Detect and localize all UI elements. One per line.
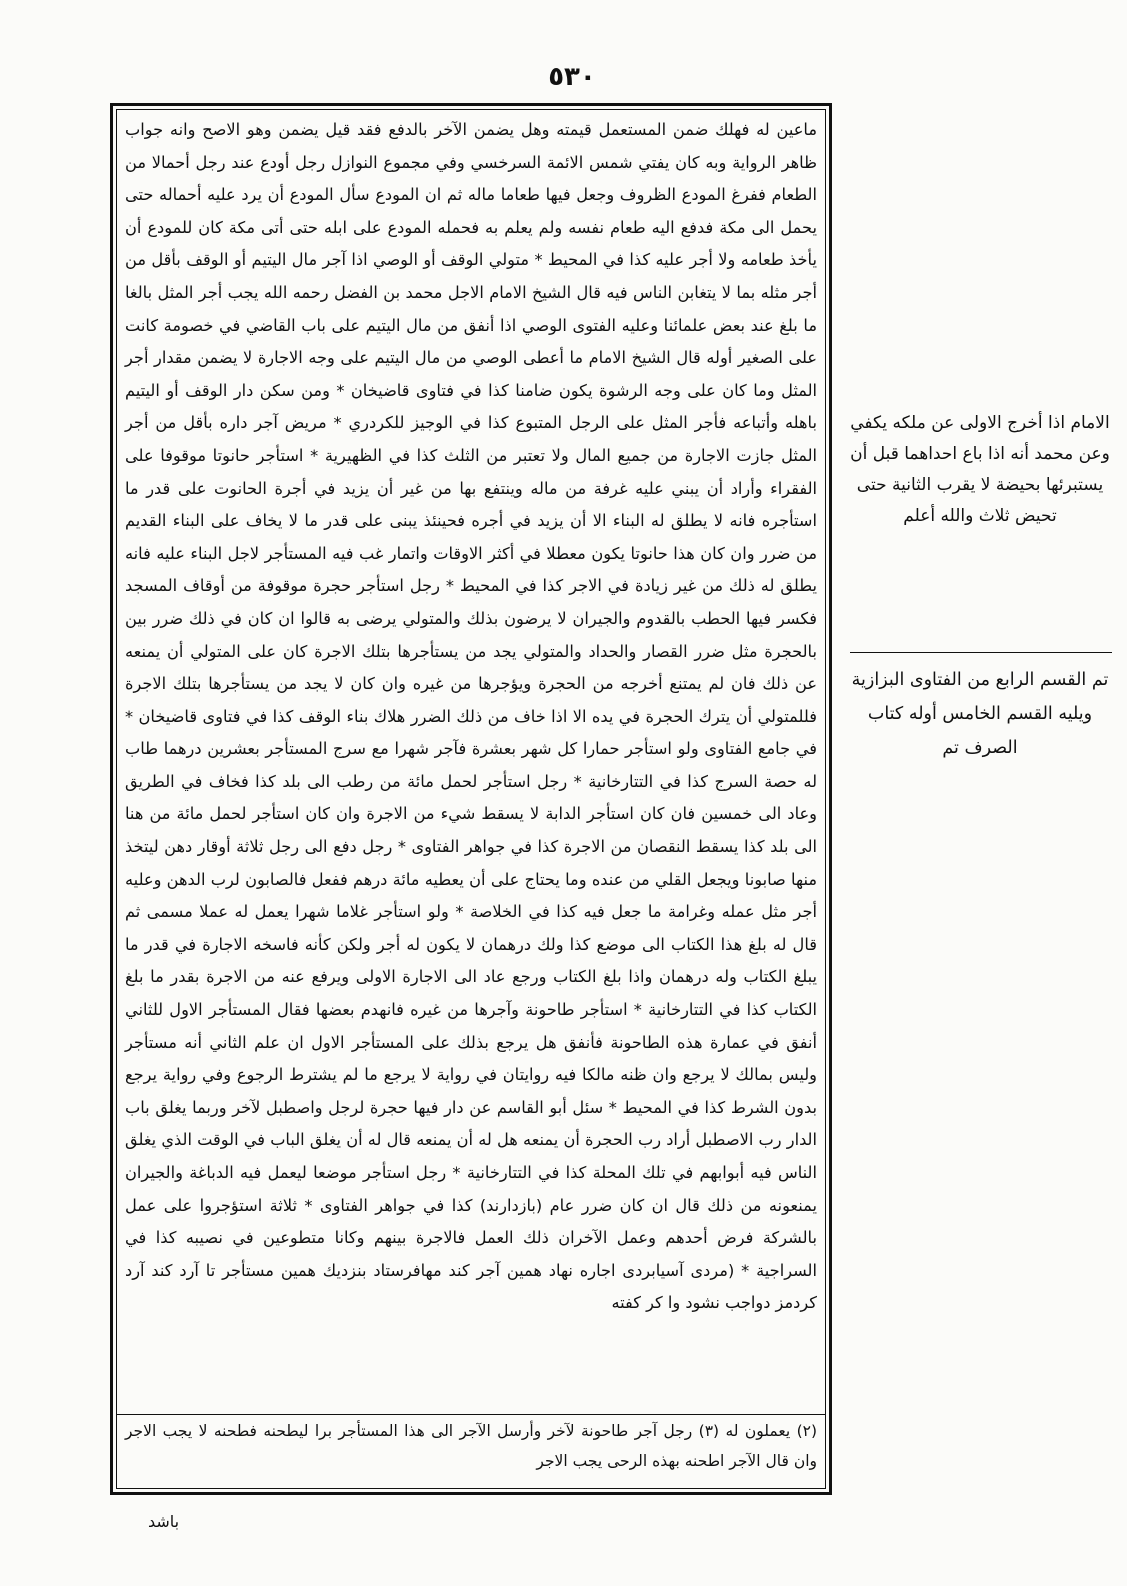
- footnote-divider: [117, 1414, 825, 1415]
- colophon: تم القسم الرابع من الفتاوى البزازية ويليه القسم الخامس أوله كتاب الصرف تم: [851, 670, 1109, 758]
- main-text-frame: [110, 103, 832, 1495]
- main-text-inner-frame: [116, 109, 826, 1489]
- main-text-paragraph: ماعين له فهلك ضمن المستعمل قيمته وهل يضمن الآخر بالدفع فقد قيل يضمن وهو الاصح وانه جواب ظاهر الرواية وبه كان يفتي شمس الائمة السرخسي وفي مجموع النوازل رجل أودع عند رجل أحمالا من الطعام ففرغ المودع الظروف وجعل فيها طعاما ماله ثم ان المودع سأل المودع أن يرد عليه أحماله حتى يحمل الى مكة فدفع اليه طعام نفسه ولم يعلم به فحمله المودع على ابله حتى أتى مكة كان للمودع أن يأخذ طعامه ولا أجر عليه كذا في المحيط * متولي الوقف أو الوصي اذا آجر مال اليتيم أو الوقف بأقل من أجر مثله بما لا يتغابن الناس فيه قال الشيخ الامام الاجل محمد بن الفضل رحمه الله يجب أجر المثل بالغا ما بلغ عند بعض علمائنا وعليه الفتوى الوصي اذا أنفق من مال اليتيم على باب القاضي في خصومة كانت على الصغير أوله قال الشيخ الامام ما أعطى الوصي من مال اليتيم على وجه الاجارة لا يضمن مقدار أجر المثل وما كان على وجه الرشوة يكون ضامنا كذا في فتاوى قاضيخان * ومن سكن دار الوقف أو اليتيم باهله وأتباعه فأجر المثل على الرجل المتبوع كذا في الوجيز للكردري * مريض آجر داره بأقل من أجر المثل جازت الاجارة من جميع المال ولا تعتبر من الثلث كذا في الظهيرية * استأجر حانوتا موقوفا على الفقراء وأراد أن يبني عليه غرفة من ماله وينتفع بها من غير أن يزيد في أجرة الحانوت على قدر ما استأجره فانه لا يطلق له البناء الا أن يزيد في أجره فحينئذ يبنى على قدر ما لا يخاف على البناء القديم من ضرر وان كان هذا حانوتا يكون معطلا في أكثر الاوقات واتمار غب فيه المستأجر لاجل البناء عليه فانه يطلق له ذلك من غير زيادة في الاجر كذا في المحيط * رجل استأجر حجرة موقوفة من أوقاف المسجد فكسر فيها الحطب بالقدوم والجيران لا يرضون بذلك والمتولي يرضى به قالوا ان كان في ذلك ضرر بين بالحجرة مثل ضرر القصار والحداد والمتولي يجد من يستأجرها بتلك الاجرة كان على المتولي أن يمنعه عن ذلك فان لم يمتنع أخرجه من الحجرة ويؤجرها من غيره وان كان لا يجد من يستأجرها بتلك الاجرة فللمتولي أن يترك الحجرة في يده الا اذا خاف من ذلك الضرر هلاك بناء الوقف كذا في فتاوى قاضيخان * في جامع الفتاوى ولو استأجر حمارا كل شهر بعشرة فآجر شهرا مع سرج المستأجر بعشرين درهما طاب له حصة السرج كذا في التتارخانية * رجل استأجر لحمل مائة من رطب الى بلد كذا فخاف في الطريق وعاد الى خمسين فان كان استأجر الدابة لا يسقط شيء من الاجرة وان كان استأجر لحمل مائة من هنا الى بلد كذا يسقط النقصان من الاجرة كذا في جواهر الفتاوى * رجل دفع الى رجل ثلاثة أوقار دهن ليتخذ منها صابونا ويجعل القلي من عنده وما يحتاج على أن يعطيه مائة درهم ففعل فالصابون لرب الدهن وعليه أجر مثل عمله وغرامة ما جعل فيه كذا في الخلاصة * ولو استأجر غلاما شهرا يعمل له عملا مسمى ثم قال له بلغ هذا الكتاب الى موضع كذا ولك درهمان لا يكون له أجر ولكن كأنه فاسخه الاجارة في قدر ما يبلغ الكتاب وله درهمان واذا بلغ الكتاب ورجع عاد الى الاجارة الاولى ويرفع عنه من الاجرة بقدر ما بلغ الكتاب كذا في التتارخانية * استأجر طاحونة وآجرها من غيره فانهدم بعضها فقال المستأجر الاول للثاني أنفق في عمارة هذه الطاحونة فأنفق هل يرجع بذلك على المستأجر الاول ان علم الثاني أنه مستأجر وليس بمالك لا يرجع وان ظنه مالكا فيه روايتان في رواية لا يرجع ما لم يشترط الرجوع وفي رواية يرجع بدون الشرط كذا في المحيط * سئل أبو القاسم عن دار فيها حجرة لرجل واصطبل لآخر وربما يغلق باب الدار رب الاصطبل أراد رب الحجرة أن يمنعه هل له أن يمنعه قال له أن يغلق الباب في الوقت الذي يغلق الناس فيه أبوابهم في تلك المحلة كذا في التتارخانية * رجل استأجر موضعا ليعمل فيه الدباغة والجيران يمنعونه من ذلك قال ان كان ضرر عام (بازدارند) كذا في جواهر الفتاوى * ثلاثة استؤجروا على عمل بالشركة فرض أحدهم وعمل الآخران ذلك العمل فالاجرة بينهم وكانا متطوعين في نصيبه كذا في السراجية * (مردى آسيابردى اجاره نهاد همين آجر كند مهافرستاد بنزديك همين مستأجر تا آرد كند آرد كردمز دواجب نشود وا كر كفته: [125, 120, 817, 1313]
- margin-note: الامام اذا أخرج الاولى عن ملكه يكفي وعن محمد أنه اذا باع احداهما قبل أن يستبرئها بحيضة لا يقرب الثانية حتى تحيض ثلاث والله أعلم: [850, 413, 1110, 526]
- footnotes: (٢) يعملون له (٣) رجل آجر طاحونة لآخر وأرسل الآجر الى هذا المستأجر برا ليطحنه فطحنه لا يجب الاجر وان قال الآجر اطحنه بهذه الرحى يجب الاجر: [125, 1422, 818, 1470]
- main-text-body: [125, 114, 817, 1320]
- margin-divider: [850, 652, 1112, 653]
- catchword: باشد: [148, 1512, 180, 1531]
- page-number: ٥٣٠: [548, 62, 596, 92]
